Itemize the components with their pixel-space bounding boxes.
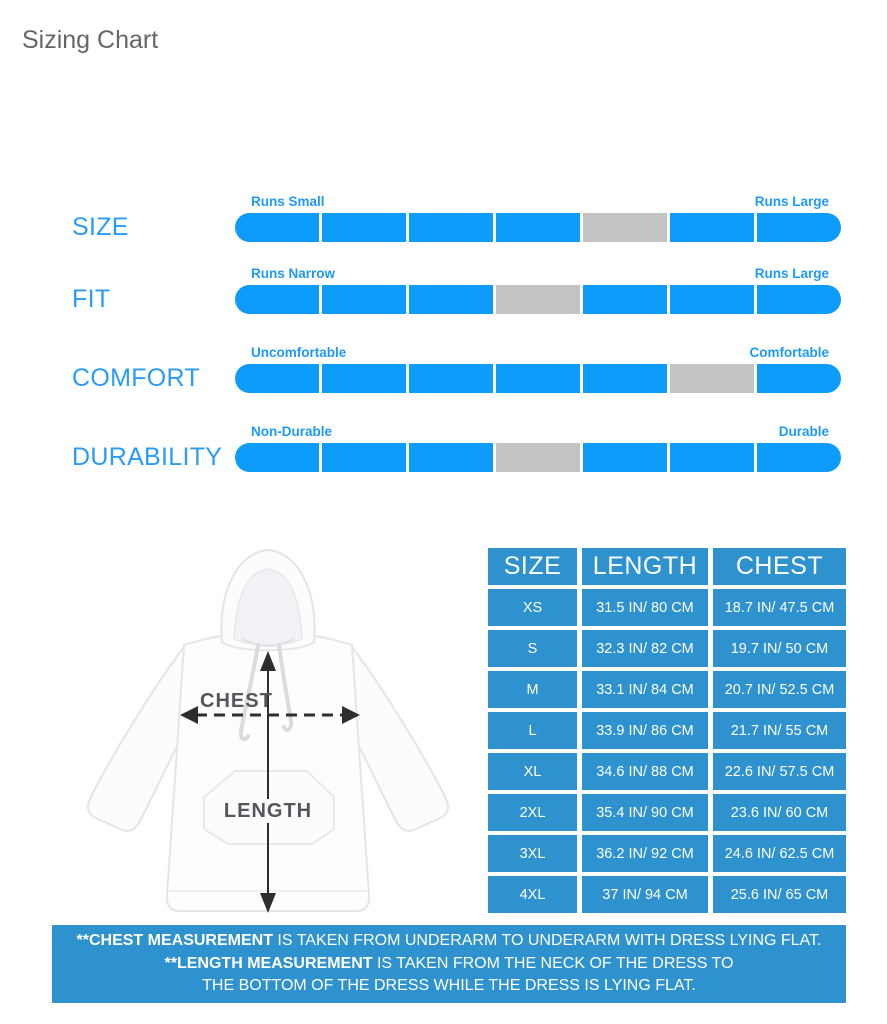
cell-length: 32.3 IN/ 82 CM [582,630,708,667]
scale-left-label: Runs Narrow [251,266,336,281]
rating-segment [235,285,319,314]
cell-length: 37 IN/ 94 CM [582,876,708,913]
rating-segment [409,213,493,242]
scale-right-label: Durable [778,424,829,439]
scale-endpoint-labels [235,421,841,439]
rating-segment [235,364,319,393]
rating-segment [409,364,493,393]
cell-chest: 25.6 IN/ 65 CM [713,876,846,913]
cell-chest: 22.6 IN/ 57.5 CM [713,753,846,790]
rating-segment [409,443,493,472]
rating-segment [583,285,667,314]
rating-marker-segment [496,285,580,314]
cell-chest: 20.7 IN/ 52.5 CM [713,671,846,708]
rating-segment [583,443,667,472]
rating-segment [583,364,667,393]
cell-size: 4XL [488,876,577,913]
scale-endpoint-labels [235,263,841,281]
cell-size: M [488,671,577,708]
cell-size: L [488,712,577,749]
column-header-length: LENGTH [582,548,708,585]
rating-segment [757,364,841,393]
rating-row-comfort [0,342,887,393]
cell-length: 33.9 IN/ 86 CM [582,712,708,749]
rating-bar [235,213,841,242]
size-table [488,548,846,913]
rating-segment [496,364,580,393]
cell-size: XS [488,589,577,626]
column-header-size: SIZE [488,548,577,585]
rating-attribute-label: DURABILITY [72,443,223,471]
rating-segment [235,213,319,242]
cell-length: 36.2 IN/ 92 CM [582,835,708,872]
rating-segment [409,285,493,314]
rating-row-size [0,191,887,242]
cell-chest: 18.7 IN/ 47.5 CM [713,589,846,626]
scale-left-label: Non-Durable [251,424,332,439]
rating-segment [322,285,406,314]
cell-size: S [488,630,577,667]
cell-length: 35.4 IN/ 90 CM [582,794,708,831]
scale-left-label: Uncomfortable [251,345,347,360]
scale-left-label: Runs Small [251,194,325,209]
scale-endpoint-labels [235,342,841,360]
rating-segment [235,443,319,472]
rating-marker-segment [583,213,667,242]
cell-chest: 23.6 IN/ 60 CM [713,794,846,831]
cell-length: 31.5 IN/ 80 CM [582,589,708,626]
rating-bar [235,285,841,314]
rating-segment [757,213,841,242]
note-line-1: **CHEST MEASUREMENT IS TAKEN FROM UNDERARM TO UNDERARM WITH DRESS LYING FLAT. [76,932,822,950]
length-measure-label: LENGTH [223,800,313,822]
scale-right-label: Runs Large [754,266,829,281]
note-line-3: THE BOTTOM OF THE DRESS WHILE THE DRESS IS LYING FLAT. [202,977,696,995]
rating-segment [670,443,754,472]
scale-right-label: Runs Large [754,194,829,209]
cell-chest: 21.7 IN/ 55 CM [713,712,846,749]
rating-marker-segment [670,364,754,393]
rating-marker-segment [496,443,580,472]
cell-chest: 19.7 IN/ 50 CM [713,630,846,667]
rating-bar [235,364,841,393]
chest-measure-label: CHEST [200,690,273,712]
cell-size: 2XL [488,794,577,831]
rating-row-durability [0,421,887,472]
rating-segment [322,443,406,472]
rating-segment [322,364,406,393]
note-line-2: **LENGTH MEASUREMENT IS TAKEN FROM THE NECK OF THE DRESS TO [164,954,734,972]
rating-segment [757,285,841,314]
hoodie-illustration [68,545,498,925]
cell-length: 34.6 IN/ 88 CM [582,753,708,790]
cell-size: XL [488,753,577,790]
measurement-note [52,925,846,1003]
scale-endpoint-labels [235,191,841,209]
rating-segment [670,213,754,242]
scale-right-label: Comfortable [749,345,829,360]
page-title: Sizing Chart [22,26,159,54]
cell-chest: 24.6 IN/ 62.5 CM [713,835,846,872]
rating-row-fit [0,263,887,314]
rating-attribute-label: SIZE [72,213,129,241]
rating-segment [670,285,754,314]
rating-segment [496,213,580,242]
rating-attribute-label: COMFORT [72,364,201,392]
rating-attribute-label: FIT [72,285,111,313]
rating-bar [235,443,841,472]
cell-size: 3XL [488,835,577,872]
rating-segment [322,213,406,242]
rating-segment [757,443,841,472]
cell-length: 33.1 IN/ 84 CM [582,671,708,708]
column-header-chest: CHEST [713,548,846,585]
